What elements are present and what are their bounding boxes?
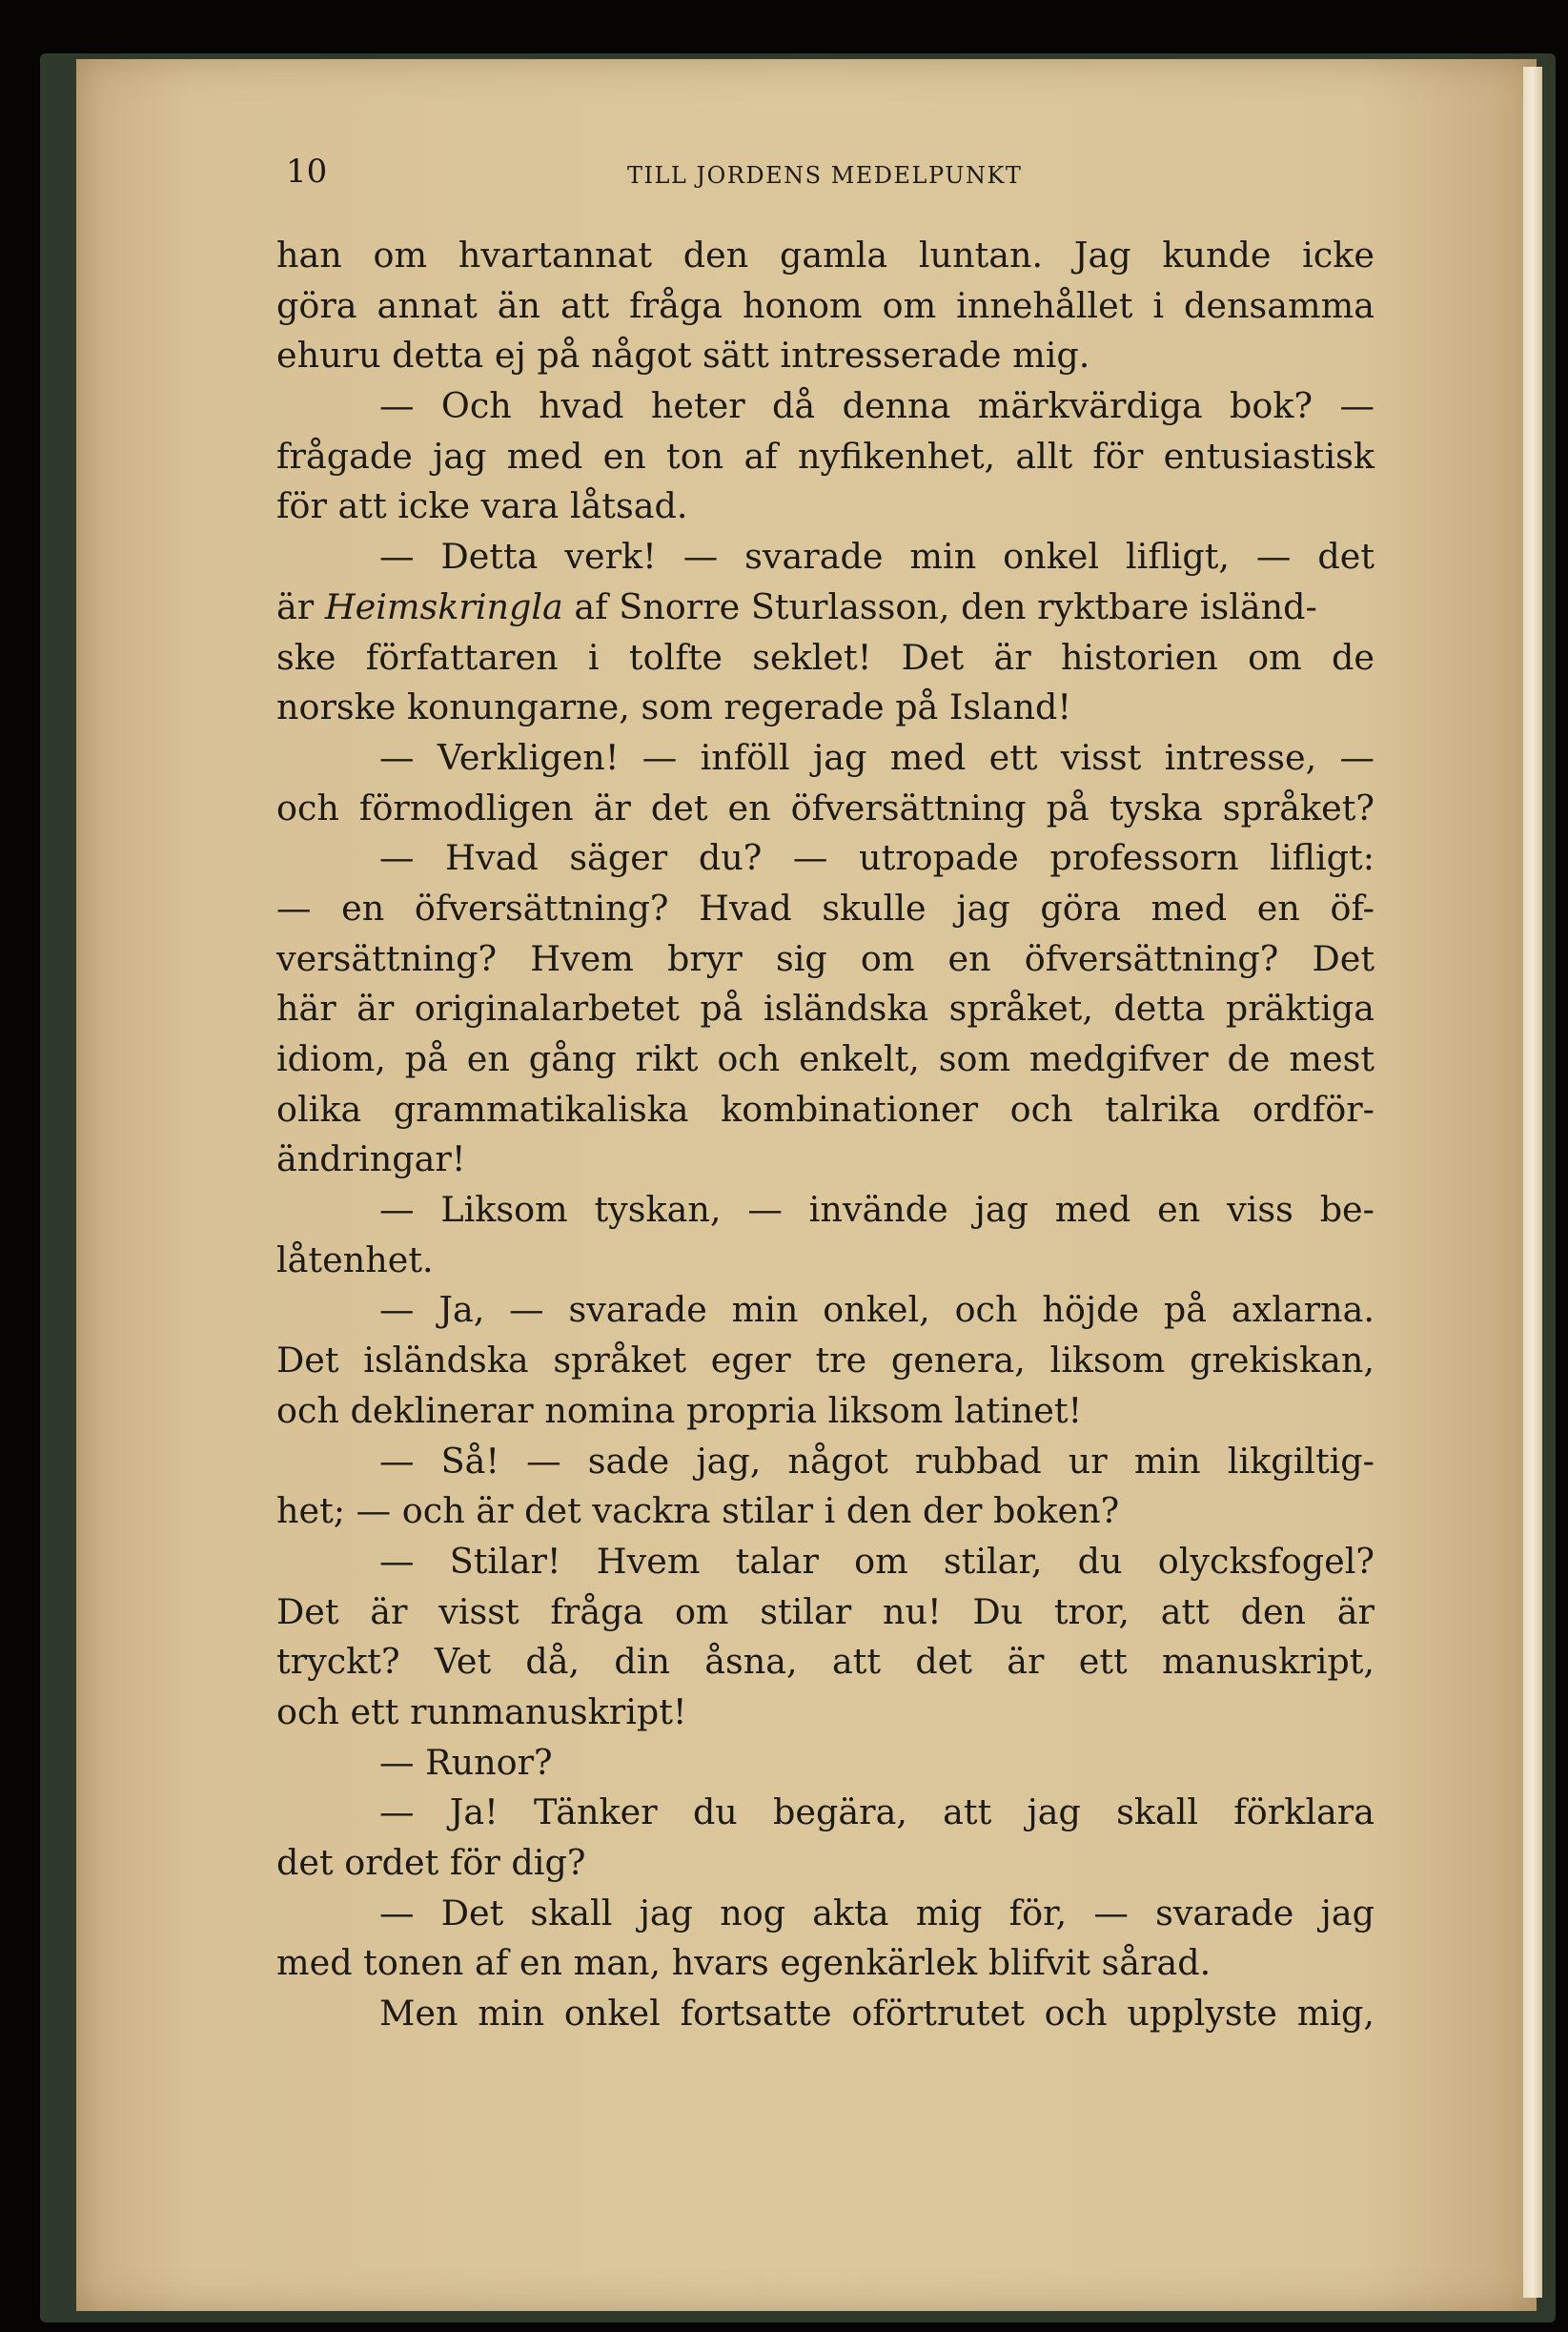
italic-title: Heimskringla	[324, 585, 563, 627]
text-line: ehuru detta ej på något sätt intresserade mig.	[276, 335, 1090, 377]
text-line: Det isländska språket eger tre genera, liksom grekiskan,	[276, 1340, 1375, 1381]
page-header	[0, 143, 1568, 200]
page-edge-gutter	[1523, 67, 1542, 2298]
text-line: Det är visst fråga om stilar nu! Du tror, att den är	[276, 1590, 1375, 1632]
text-line: för att icke vara låtsad.	[276, 485, 688, 527]
text-line: Men min onkel fortsatte oförtrutet och upplyste mig,	[379, 1993, 1375, 2035]
text-line: låtenhet.	[276, 1238, 434, 1280]
text-line: här är originalarbetet på isländska språket, detta präktiga	[276, 988, 1375, 1030]
text-line: idiom, på en gång rikt och enkelt, som medgifver de mest	[276, 1038, 1375, 1079]
text-line: göra annat än att fråga honom om innehållet i densamma	[276, 284, 1375, 326]
body-text	[276, 231, 1375, 2039]
page-number: 10	[286, 153, 328, 191]
text-line: frågade jag med en ton af nyfikenhet, allt för entusiastisk	[276, 435, 1375, 477]
text-line: han om hvartannat den gamla luntan. Jag kunde icke	[276, 235, 1375, 276]
text-line: och ett runmanuskript!	[276, 1690, 687, 1732]
text-line: ändringar!	[276, 1138, 466, 1180]
text-line: — Så! — sade jag, något rubbad ur min likgiltig-	[379, 1440, 1375, 1482]
text-line: — Och hvad heter då denna märkvärdiga bok? —	[379, 385, 1375, 427]
text-line: — Runor?	[379, 1741, 553, 1783]
text-line: tryckt? Vet då, din åsna, att det är ett manuskript,	[276, 1641, 1375, 1683]
running-title: TILL JORDENS MEDELPUNKT	[627, 162, 1023, 189]
text-line: och deklinerar nomina propria liksom latinet!	[276, 1389, 1083, 1431]
text-line: ske författaren i tolfte seklet! Det är historien om de	[276, 636, 1375, 678]
text-line: norske konungarne, som regerade på Island!	[276, 686, 1072, 728]
text-line: olika grammatikaliska kombinationer och talrika ordför-	[276, 1088, 1375, 1130]
text-line: det ordet för dig?	[276, 1842, 586, 1883]
text-line: — Detta verk! — svarade min onkel lifligt, — det	[379, 536, 1375, 578]
text-line: — Ja! Tänker du begära, att jag skall förklara	[379, 1791, 1375, 1833]
text-line: versättning? Hvem bryr sig om en öfversättning? Det	[276, 937, 1375, 979]
text-line: — Hvad säger du? — utropade professorn lifligt:	[379, 837, 1375, 879]
text-line: — Verkligen! — inföll jag med ett visst intresse, —	[379, 736, 1375, 778]
text-line: med tonen af en man, hvars egenkärlek blifvit sårad.	[276, 1942, 1212, 1984]
text-line: — en öfversättning? Hvad skulle jag göra med en öf-	[276, 887, 1375, 929]
text-line: — Liksom tyskan, — invände jag med en viss be-	[379, 1189, 1375, 1231]
text-line: — Ja, — svarade min onkel, och höjde på axlarna.	[379, 1289, 1375, 1331]
text-line: — Det skall jag nog akta mig för, — svarade jag	[379, 1892, 1375, 1933]
text-segment: af Snorre Sturlasson, den ryktbare isländ-	[562, 585, 1317, 627]
text-line: och förmodligen är det en öfversättning på tyska språket?	[276, 787, 1375, 828]
text-line: — Stilar! Hvem talar om stilar, du olycksfogel?	[379, 1540, 1375, 1582]
text-line: het; — och är det vackra stilar i den der boken?	[276, 1490, 1120, 1532]
text-segment: är	[276, 585, 325, 627]
text-line	[276, 583, 1375, 633]
